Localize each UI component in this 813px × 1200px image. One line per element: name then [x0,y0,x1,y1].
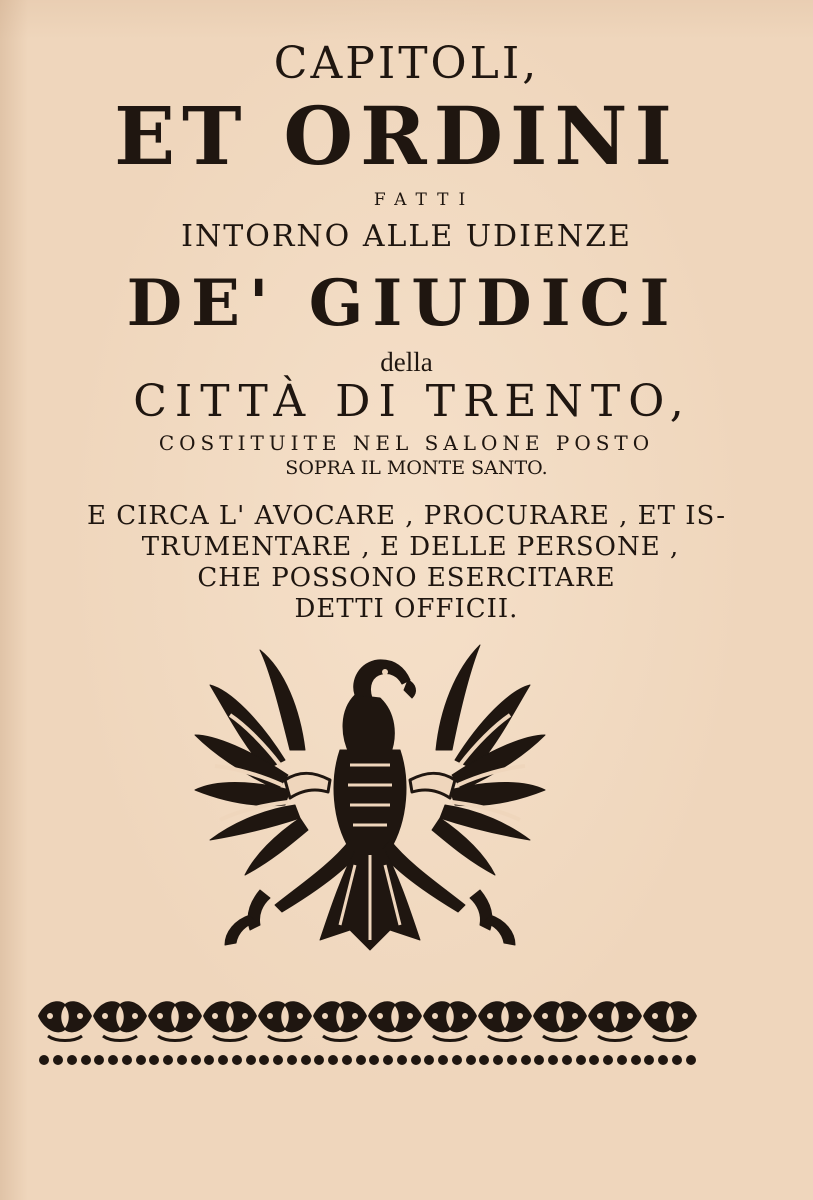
title-line-trumentare: TRUMENTARE , E DELLE PERSONE , [141,532,680,562]
ornament-border-icon [36,990,702,1076]
title-line-officii: DETTI OFFICII. [294,594,519,624]
title-line-possono: CHE POSSONO ESERCITARE [197,563,616,593]
title-line-de-giudici: DE' GIUDICI [126,266,679,341]
title-line-intorno: INTORNO ALLE UDIENZE [181,219,632,254]
title-line-della: della [380,347,433,377]
ornament-row-top [38,1001,697,1040]
title-line-fatti: FATTI [373,190,476,210]
title-line-et-ordini: ET ORDINI [114,89,679,183]
title-line-costituite: COSTITUITE NEL SALONE POSTO [158,431,655,455]
title-line-citta-di-trento: CITTÀ DI TRENTO, [133,376,692,427]
ornament-row-bottom [39,1055,696,1065]
title-line-capitoli: CAPITOLI, [273,38,540,89]
title-line-circa: E CIRCA L' AVOCARE , PROCURARE , ET IS- [86,501,727,531]
title-line-sopra-monte: SOPRA IL MONTE SANTO. [285,457,548,479]
eagle-woodcut-icon [190,640,550,955]
